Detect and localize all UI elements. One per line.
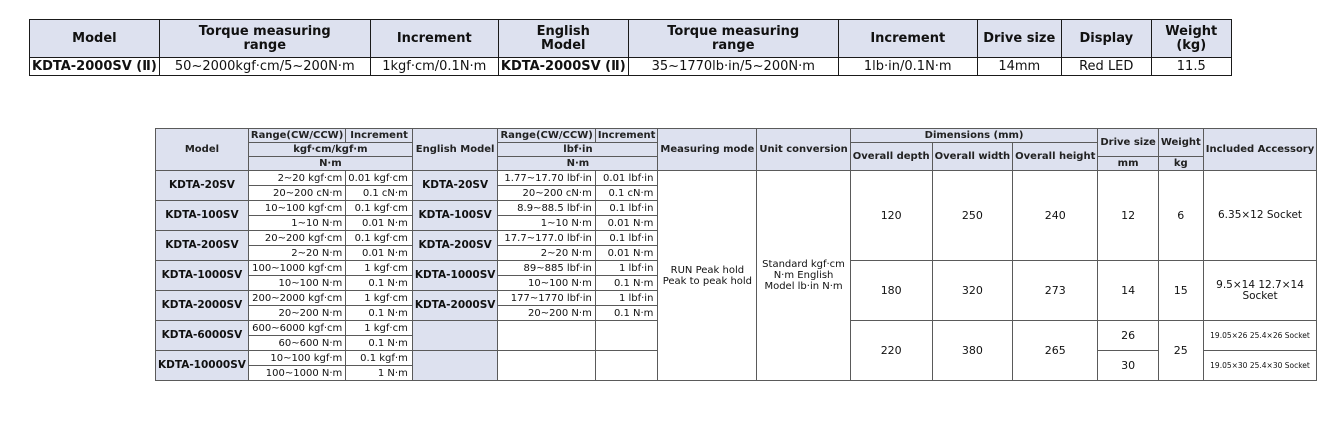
header-unit-nm-english: N·m [498,157,658,171]
range-cell: 10~100 kgf·m [248,351,345,366]
header-unit-lbf: lbf·in [498,143,658,157]
summary-header-row [30,20,1232,58]
english-model-cell: KDTA-1000SV [412,261,498,291]
height-cell: 265 [1013,321,1098,381]
cell-drive-size: 14mm [977,58,1061,76]
range-cell: 600~6000 kgf·cm [248,321,345,336]
measuring-mode-cell: RUN Peak hold Peak to peak hold [658,171,757,381]
header-display: Display [1061,20,1151,58]
range-cell: 10~100 kgf·cm [248,201,345,216]
increment-english-cell: 1 lbf·in [595,261,658,276]
range-english-cell: 10~100 N·m [498,276,595,291]
header-increment-english: Increment [838,20,977,58]
range-english-cell: 177~1770 lbf·in [498,291,595,306]
range-cell: 20~200 kgf·cm [248,231,345,246]
header-unit-nm: N·m [248,157,412,171]
cell-torque-range-english: 35~1770lb·in/5~200N·m [628,58,838,76]
cell-english-model: KDTA-2000SV (Ⅱ) [498,58,628,76]
header-measuring-mode: Measuring mode [658,129,757,171]
empty-range-english-cell [498,321,595,351]
model-cell: KDTA-1000SV [156,261,249,291]
weight-cell: 6 [1158,171,1203,261]
increment-english-cell: 0.1 cN·m [595,186,658,201]
drive-size-cell: 14 [1098,261,1158,321]
header-increment: Increment [346,129,413,143]
weight-cell: 15 [1158,261,1203,321]
width-cell: 250 [932,171,1013,261]
header-torque-range: Torque measuring range [159,20,370,58]
header-weight: Weight (kg) [1151,20,1231,58]
empty-english-model-cell [412,351,498,381]
cell-model: KDTA-2000SV (Ⅱ) [30,58,160,76]
increment-english-cell: 0.1 N·m [595,306,658,321]
header-drive-size: Drive size [977,20,1061,58]
increment-cell: 1 kgf·cm [346,321,413,336]
height-cell: 273 [1013,261,1098,321]
range-cell: 200~2000 kgf·cm [248,291,345,306]
increment-cell: 0.1 N·m [346,306,413,321]
header-weight: Weight [1158,129,1203,157]
english-model-cell: KDTA-20SV [412,171,498,201]
header-weight-unit: kg [1158,157,1203,171]
depth-cell: 120 [850,171,932,261]
header-model: Model [30,20,160,58]
depth-cell: 180 [850,261,932,321]
drive-size-cell: 30 [1098,351,1158,381]
model-cell: KDTA-10000SV [156,351,249,381]
header-torque-range-english: Torque measuring range [628,20,838,58]
range-english-cell: 1.77~17.70 lbf·in [498,171,595,186]
model-cell: KDTA-100SV [156,201,249,231]
range-cell: 2~20 N·m [248,246,345,261]
model-cell: KDTA-6000SV [156,321,249,351]
increment-cell: 0.01 kgf·cm [346,171,413,186]
header-overall-width: Overall width [932,143,1013,171]
depth-cell: 220 [850,321,932,381]
range-english-cell: 2~20 N·m [498,246,595,261]
increment-cell: 0.1 kgf·cm [346,231,413,246]
cell-increment-english: 1lb·in/0.1N·m [838,58,977,76]
range-english-cell: 89~885 lbf·in [498,261,595,276]
english-model-cell: KDTA-100SV [412,201,498,231]
increment-cell: 1 kgf·cm [346,261,413,276]
increment-cell: 0.1 N·m [346,336,413,351]
increment-cell: 0.01 N·m [346,216,413,231]
model-cell: KDTA-2000SV [156,291,249,321]
increment-cell: 0.1 N·m [346,276,413,291]
increment-english-cell: 1 lbf·in [595,291,658,306]
increment-cell: 0.1 kgf·cm [346,201,413,216]
header-row-1 [156,129,1317,143]
unit-conversion-cell: Standard kgf·cm N·m English Model lb·in N·m [757,171,850,381]
cell-torque-range: 50~2000kgf·cm/5~200N·m [159,58,370,76]
header-english-model: English Model [412,129,498,171]
range-cell: 100~1000 kgf·cm [248,261,345,276]
range-english-cell: 20~200 cN·m [498,186,595,201]
range-cell: 60~600 N·m [248,336,345,351]
width-cell: 380 [932,321,1013,381]
weight-cell: 25 [1158,321,1203,381]
header-range-english: Range(CW/CCW) [498,129,595,143]
detailed-spec-table [155,128,1317,381]
range-english-cell: 20~200 N·m [498,306,595,321]
range-cell: 1~10 N·m [248,216,345,231]
width-cell: 320 [932,261,1013,321]
drive-size-cell: 12 [1098,171,1158,261]
header-increment-english: Increment [595,129,658,143]
summary-data-row [30,58,1232,76]
increment-english-cell: 0.1 lbf·in [595,231,658,246]
increment-english-cell: 0.01 N·m [595,246,658,261]
range-english-cell: 1~10 N·m [498,216,595,231]
increment-english-cell: 0.1 N·m [595,276,658,291]
height-cell: 240 [1013,171,1098,261]
header-model: Model [156,129,249,171]
header-increment: Increment [370,20,498,58]
english-model-cell: KDTA-2000SV [412,291,498,321]
increment-cell: 1 kgf·cm [346,291,413,306]
range-english-cell: 17.7~177.0 lbf·in [498,231,595,246]
header-included-accessory: Included Accessory [1203,129,1317,171]
header-overall-depth: Overall depth [850,143,932,171]
header-dimensions: Dimensions (mm) [850,129,1098,143]
header-english-model: English Model [498,20,628,58]
drive-size-cell: 26 [1098,321,1158,351]
increment-cell: 0.01 N·m [346,246,413,261]
range-cell: 20~200 cN·m [248,186,345,201]
header-drive-unit: mm [1098,157,1158,171]
increment-english-cell: 0.01 lbf·in [595,171,658,186]
empty-increment-english-cell [595,321,658,351]
header-drive-size: Drive size [1098,129,1158,157]
increment-cell: 1 N·m [346,366,413,381]
accessory-cell: 19.05×30 25.4×30 Socket [1203,351,1317,381]
range-cell: 2~20 kgf·cm [248,171,345,186]
empty-increment-english-cell [595,351,658,381]
empty-english-model-cell [412,321,498,351]
range-cell: 10~100 N·m [248,276,345,291]
summary-spec-table [29,19,1232,76]
increment-english-cell: 0.01 N·m [595,216,658,231]
header-unit-conversion: Unit conversion [757,129,850,171]
range-cell: 100~1000 N·m [248,366,345,381]
increment-english-cell: 0.1 lbf·in [595,201,658,216]
header-overall-height: Overall height [1013,143,1098,171]
header-unit-metric: kgf·cm/kgf·m [248,143,412,157]
model-cell: KDTA-200SV [156,231,249,261]
cell-weight: 11.5 [1151,58,1231,76]
accessory-cell: 19.05×26 25.4×26 Socket [1203,321,1317,351]
range-english-cell: 8.9~88.5 lbf·in [498,201,595,216]
model-cell: KDTA-20SV [156,171,249,201]
accessory-cell: 6.35×12 Socket [1203,171,1317,261]
increment-cell: 0.1 cN·m [346,186,413,201]
header-range: Range(CW/CCW) [248,129,345,143]
accessory-cell: 9.5×14 12.7×14 Socket [1203,261,1317,321]
table-row [156,171,1317,186]
cell-display: Red LED [1061,58,1151,76]
english-model-cell: KDTA-200SV [412,231,498,261]
range-cell: 20~200 N·m [248,306,345,321]
increment-cell: 0.1 kgf·m [346,351,413,366]
empty-range-english-cell [498,351,595,381]
cell-increment: 1kgf·cm/0.1N·m [370,58,498,76]
